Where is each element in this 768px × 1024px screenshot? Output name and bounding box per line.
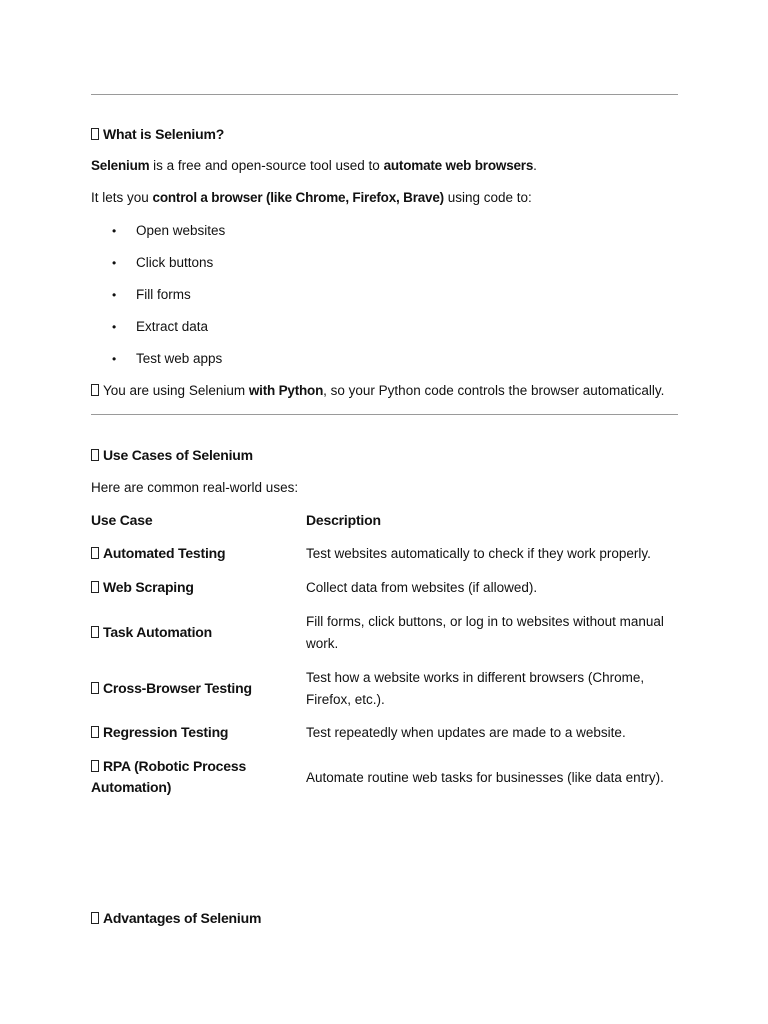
use-case-label: Task Automation [103, 624, 213, 640]
missing-glyph-icon [91, 682, 99, 694]
heading-text: Use Cases of Selenium [103, 447, 253, 463]
bullet-icon: • [112, 352, 117, 366]
heading-text: Advantages of Selenium [103, 910, 262, 926]
note-start: You are using Selenium [103, 383, 249, 398]
term-selenium: Selenium [91, 158, 150, 173]
intro-emphasis: automate web browsers [383, 158, 534, 173]
list-item: Open websites [136, 223, 226, 238]
missing-glyph-icon [91, 449, 99, 461]
description-cell: Automate routine web tasks for businesses (like data entry). [306, 770, 664, 785]
lets-you-start: It lets you [91, 190, 153, 205]
section-heading-advantages [91, 909, 261, 927]
missing-glyph-icon [91, 384, 99, 396]
use-case-label: Web Scraping [103, 579, 194, 595]
description-cell: Test repeatedly when updates are made to a website. [306, 725, 626, 740]
description-cell: Collect data from websites (if allowed). [306, 580, 538, 595]
use-case-cell [91, 622, 291, 643]
bullet-icon: • [112, 288, 117, 302]
horizontal-rule [91, 94, 678, 95]
use-case-cell [91, 722, 291, 743]
use-case-cell [91, 756, 271, 798]
description-cell: Fill forms, click buttons, or log in to websites without manual work. [306, 614, 664, 651]
list-item: Click buttons [136, 255, 214, 270]
note-emphasis: with Python [248, 383, 324, 398]
use-case-label: Regression Testing [103, 724, 229, 740]
lets-you-end: using code to: [443, 190, 532, 205]
heading-text: What is Selenium? [103, 126, 225, 142]
intro-end: . [533, 158, 537, 173]
missing-glyph-icon [91, 626, 99, 638]
intro-middle: is a free and open-source tool used to [149, 158, 384, 173]
section-heading-what-is-selenium [91, 125, 224, 143]
missing-glyph-icon [91, 912, 99, 924]
missing-glyph-icon [91, 581, 99, 593]
lets-you-emphasis: control a browser (like Chrome, Firefox, Brave) [152, 190, 444, 205]
note-end: , so your Python code controls the browser automatically. [323, 383, 665, 398]
description-cell: Test how a website works in different browsers (Chrome, Firefox, etc.). [306, 670, 645, 707]
list-item: Test web apps [136, 351, 223, 366]
bullet-icon: • [112, 256, 117, 270]
python-note [91, 382, 664, 400]
list-item: Fill forms [136, 287, 191, 302]
use-case-label: RPA (Robotic Process Automation) [91, 758, 247, 795]
list-item: Extract data [136, 319, 209, 334]
use-case-cell [91, 543, 291, 564]
horizontal-rule [91, 414, 678, 415]
use-case-cell [91, 678, 291, 699]
missing-glyph-icon [91, 547, 99, 559]
missing-glyph-icon [91, 760, 99, 772]
description-cell: Test websites automatically to check if they work properly. [306, 546, 651, 561]
missing-glyph-icon [91, 128, 99, 140]
section-heading-use-cases [91, 446, 253, 464]
missing-glyph-icon [91, 726, 99, 738]
intro-paragraph [91, 157, 537, 175]
use-case-label: Cross-Browser Testing [103, 680, 252, 696]
lets-you-paragraph [91, 189, 532, 207]
bullet-icon: • [112, 224, 117, 238]
table-header-use-case: Use Case [91, 512, 153, 528]
bullet-icon: • [112, 320, 117, 334]
use-case-cell [91, 577, 291, 598]
use-case-label: Automated Testing [103, 545, 226, 561]
table-header-description: Description [306, 512, 381, 528]
use-cases-intro: Here are common real-world uses: [91, 480, 299, 495]
